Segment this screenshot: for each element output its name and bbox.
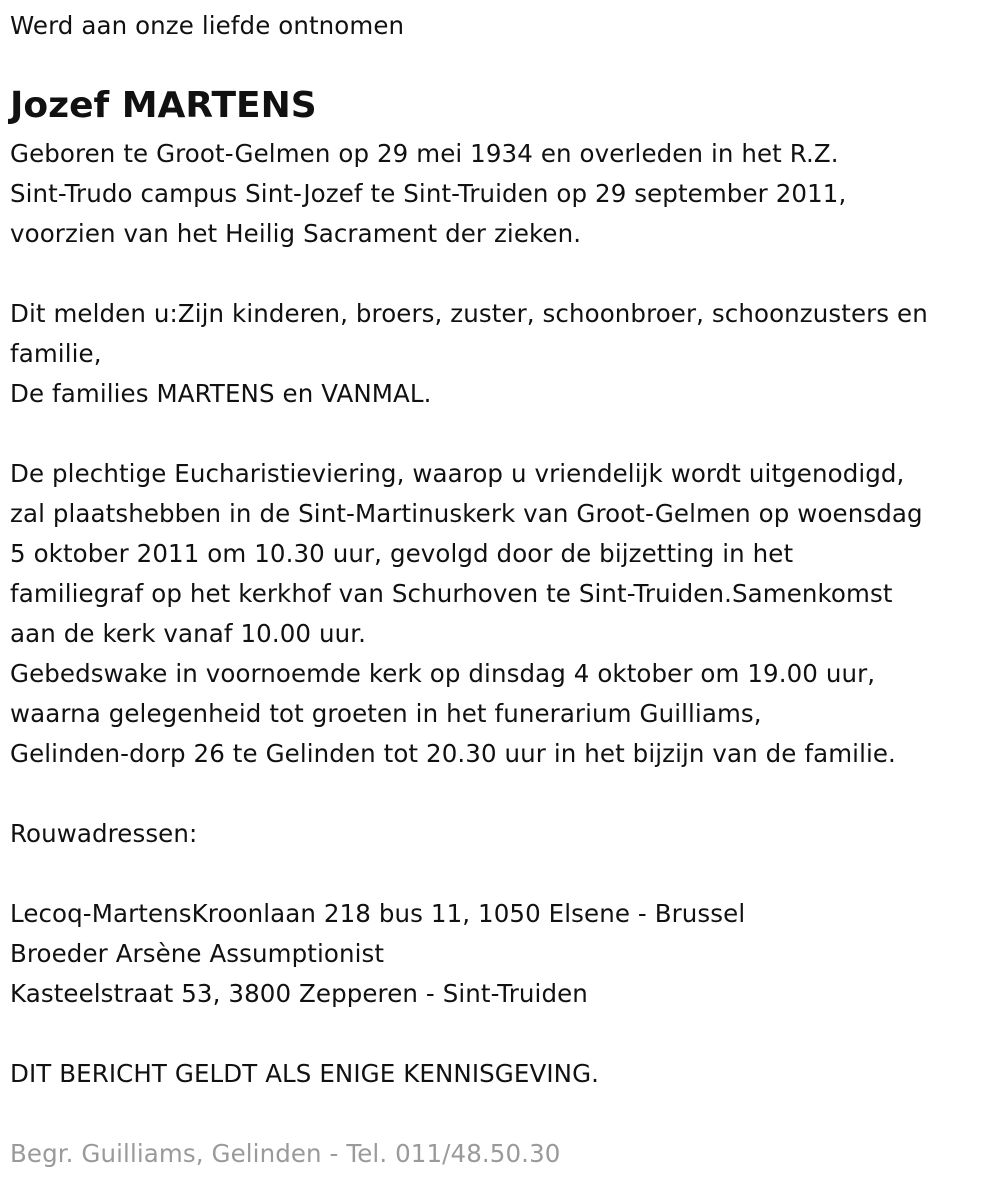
text-line: waarna gelegenheid tot groeten in het funerarium Guilliams, [10, 699, 762, 728]
address-line: Broeder Arsène Assumptionist [10, 939, 385, 968]
text-line: 5 oktober 2011 om 10.30 uur, gevolgd door de bijzetting in het [10, 539, 794, 568]
intro-text: Werd aan onze liefde ontnomen [10, 11, 405, 40]
undertaker-footer: Begr. Guilliams, Gelinden - Tel. 011/48.50.30 [10, 1139, 561, 1168]
text-line: zal plaatshebben in de Sint-Martinuskerk van Groot-Gelmen op woensdag [10, 499, 923, 528]
addresses-heading [10, 814, 197, 854]
text-line: Sint-Trudo campus Sint-Jozef te Sint-Truiden op 29 september 2011, [10, 179, 847, 208]
text-line: Dit melden u:Zijn kinderen, broers, zuster, schoonbroer, schoonzusters en [10, 299, 928, 328]
text-line: familiegraf op het kerkhof van Schurhoven te Sint-Truiden.Samenkomst [10, 579, 893, 608]
text-line: DIT BERICHT GELDT ALS ENIGE KENNISGEVING. [10, 1059, 600, 1088]
text-line: familie, [10, 339, 102, 368]
notice-text [10, 1054, 599, 1094]
deceased-name: Jozef MARTENS [10, 85, 317, 126]
ceremony-paragraph [10, 454, 923, 774]
text-line: De plechtige Eucharistieviering, waarop u vriendelijk wordt uitgenodigd, [10, 459, 905, 488]
birth-death-paragraph [10, 134, 846, 254]
text-line: Gelinden-dorp 26 te Gelinden tot 20.30 uur in het bijzijn van de familie. [10, 739, 896, 768]
text-line: Geboren te Groot-Gelmen op 29 mei 1934 en overleden in het R.Z. [10, 139, 839, 168]
address-line: Kasteelstraat 53, 3800 Zepperen - Sint-Truiden [10, 979, 588, 1008]
text-line: De families MARTENS en VANMAL. [10, 379, 432, 408]
text-line: Rouwadressen: [10, 819, 198, 848]
addresses-list [10, 894, 745, 1014]
text-line: aan de kerk vanaf 10.00 uur. [10, 619, 367, 648]
text-line: Gebedswake in voornoemde kerk op dinsdag 4 oktober om 19.00 uur, [10, 659, 876, 688]
address-line: Lecoq-MartensKroonlaan 218 bus 11, 1050 Elsene - Brussel [10, 899, 746, 928]
announcers-paragraph [10, 294, 928, 414]
text-line: voorzien van het Heilig Sacrament der zieken. [10, 219, 582, 248]
